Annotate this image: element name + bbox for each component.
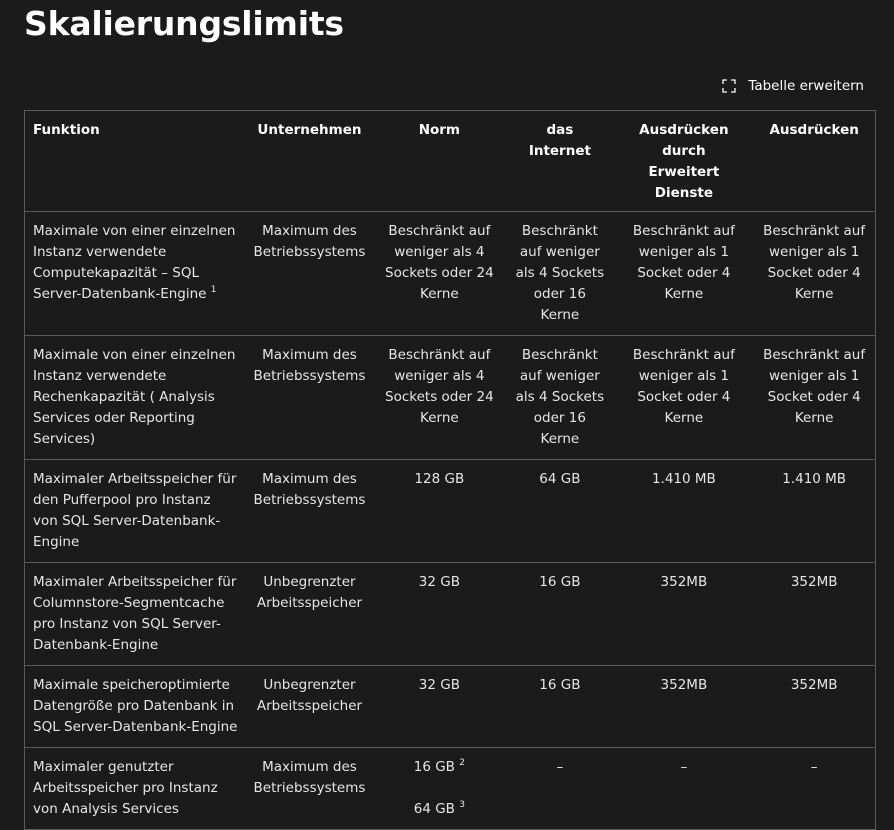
cell-standard-value: 16 GB: [413, 759, 455, 775]
cell-web: Beschränkt auf weniger als 4 Sockets oder 16 Kerne: [505, 336, 614, 460]
expand-icon: [722, 79, 736, 93]
table-row: [25, 336, 876, 460]
cell-web: 64 GB: [505, 460, 614, 563]
cell-web: 16 GB: [505, 563, 614, 666]
cell-express: Beschränkt auf weniger als 1 Socket oder 4 Kerne: [753, 212, 875, 336]
cell-standard: 128 GB: [373, 460, 505, 563]
cell-express: 352MB: [753, 666, 875, 748]
column-header-standard: Norm: [373, 111, 505, 212]
column-header-express: Ausdrücken: [753, 111, 875, 212]
cell-standard: Beschränkt auf weniger als 4 Sockets oder 24 Kerne: [373, 336, 505, 460]
cell-express-advanced: –: [614, 748, 753, 830]
expand-table-label: Tabelle erweitern: [748, 78, 864, 94]
footnote-ref: 3: [459, 800, 465, 810]
cell-express-advanced: 352MB: [614, 666, 753, 748]
page-title: Skalierungslimits: [24, 4, 344, 43]
cell-function: [25, 212, 246, 336]
cell-function: Maximale von einer einzelnen Instanz verwendete Rechenkapazität ( Analysis Services oder Reporting Services): [25, 336, 246, 460]
cell-standard: 32 GB: [373, 666, 505, 748]
column-header-enterprise: Unternehmen: [246, 111, 374, 212]
expand-table-button[interactable]: [722, 78, 864, 94]
cell-express: 352MB: [753, 563, 875, 666]
cell-express-advanced: Beschränkt auf weniger als 1 Socket oder 4 Kerne: [614, 336, 753, 460]
cell-express: –: [753, 748, 875, 830]
cell-express-advanced: 1.410 MB: [614, 460, 753, 563]
cell-express-advanced: Beschränkt auf weniger als 1 Socket oder 4 Kerne: [614, 212, 753, 336]
cell-enterprise: Maximum des Betriebssystems: [246, 460, 374, 563]
cell-web: 16 GB: [505, 666, 614, 748]
cell-function: Maximaler genutzter Arbeitsspeicher pro Instanz von Analysis Services: [25, 748, 246, 830]
cell-web: –: [505, 748, 614, 830]
column-header-express-advanced: Ausdrücken durch Erweitert Dienste: [614, 111, 753, 212]
cell-standard: [373, 748, 505, 830]
table-row: [25, 748, 876, 830]
cell-enterprise: Unbegrenzter Arbeitsspeicher: [246, 666, 374, 748]
cell-express: 1.410 MB: [753, 460, 875, 563]
column-header-feature: Funktion: [25, 111, 246, 212]
cell-express-advanced: 352MB: [614, 563, 753, 666]
cell-enterprise: Unbegrenzter Arbeitsspeicher: [246, 563, 374, 666]
table-row: [25, 666, 876, 748]
footnote-ref: 1: [210, 285, 217, 295]
cell-enterprise: Maximum des Betriebssystems: [246, 336, 374, 460]
cell-standard: 32 GB: [373, 563, 505, 666]
cell-express: Beschränkt auf weniger als 1 Socket oder 4 Kerne: [753, 336, 875, 460]
cell-function-text: Maximale von einer einzelnen Instanz verwendete Computekapazität – SQL Server-Datenbank-Engine: [33, 223, 236, 302]
footnote-ref: 2: [459, 758, 465, 768]
cell-function: Maximaler Arbeitsspeicher für Columnstore-Segmentcache pro Instanz von SQL Server-Datenbank-Engine: [25, 563, 246, 666]
cell-standard-value-2: 64 GB: [413, 801, 455, 817]
scale-limits-table: [24, 110, 876, 830]
table-header-row: [25, 111, 876, 212]
cell-function: Maximale speicheroptimierte Datengröße pro Datenbank in SQL Server-Datenbank-Engine: [25, 666, 246, 748]
cell-function: Maximaler Arbeitsspeicher für den Pufferpool pro Instanz von SQL Server-Datenbank-Engine: [25, 460, 246, 563]
table-row: [25, 460, 876, 563]
cell-web: Beschränkt auf weniger als 4 Sockets oder 16 Kerne: [505, 212, 614, 336]
cell-enterprise: Maximum des Betriebssystems: [246, 212, 374, 336]
cell-enterprise: Maximum des Betriebssystems: [246, 748, 374, 830]
cell-standard: Beschränkt auf weniger als 4 Sockets oder 24 Kerne: [373, 212, 505, 336]
table-row: [25, 563, 876, 666]
column-header-web: das Internet: [505, 111, 614, 212]
table-row: [25, 212, 876, 336]
